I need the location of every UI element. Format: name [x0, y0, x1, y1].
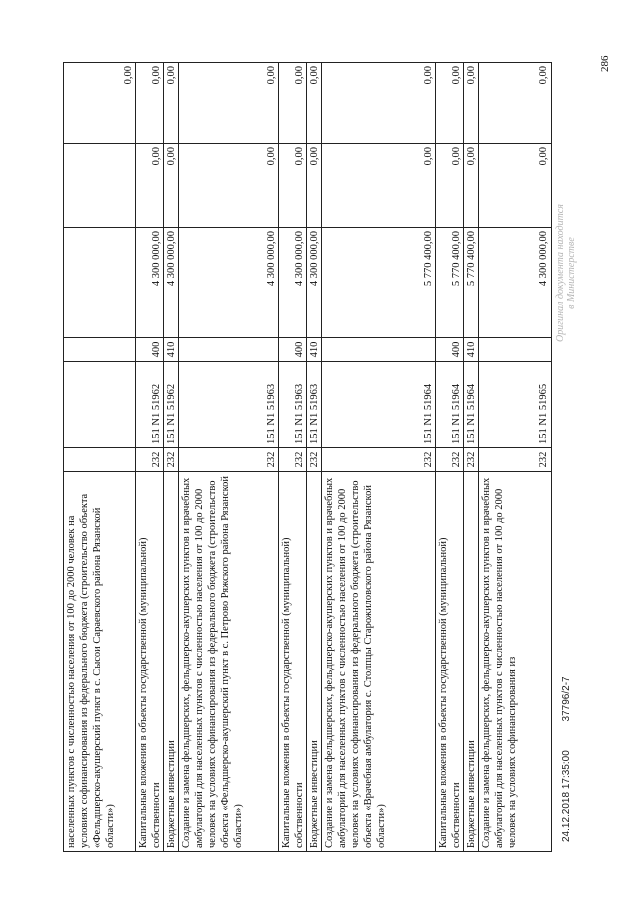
row-csr: 151 N1 51963	[307, 362, 322, 448]
row-name: Бюджетные инвестиции	[464, 472, 479, 852]
row-sum-1: 4 300 000,00	[164, 228, 179, 338]
row-name: Создание и замена фельдшерских, фельдшерско-акушерских пунктов и врачебных амбулаторий для населенных пунктов с численностью населения от 100 до 2000 человек на условиях софинансирования из федерального бюджета (строительство объекта «Фельдшерско-акушерский пункт в с. Петрово Ряжского района Рязанской области»)	[179, 472, 279, 852]
row-sum-1: 5 770 400,00	[436, 228, 464, 338]
row-vr: 410	[307, 338, 322, 362]
row-csr: 151 N1 51963	[279, 362, 307, 448]
row-vr	[64, 338, 136, 362]
row-csr: 151 N1 51964	[436, 362, 464, 448]
row-csr: 151 N1 51965	[479, 362, 551, 448]
row-sum-3: 0,00	[136, 62, 164, 144]
row-vr: 410	[164, 338, 179, 362]
row-sum-2: 0,00	[479, 144, 551, 228]
row-sum-3: 0,00	[464, 62, 479, 144]
row-code	[64, 448, 136, 472]
row-name: Создание и замена фельдшерских, фельдшерско-акушерских пунктов и врачебных амбулаторий для населенных пунктов с численностью населения от 100 до 2000 человек на условиях софинансирования из	[479, 472, 551, 852]
table-row	[321, 62, 436, 852]
row-vr: 400	[279, 338, 307, 362]
row-sum-1: 5 770 400,00	[464, 228, 479, 338]
row-sum-1: 4 300 000,00	[279, 228, 307, 338]
table-row	[435, 62, 464, 852]
row-name: Капитальные вложения в объекты государственной (муниципальной) собственности	[279, 472, 307, 852]
table-row	[306, 62, 322, 852]
table-row	[463, 62, 479, 852]
row-code: 232	[322, 448, 436, 472]
row-csr: 151 N1 51964	[322, 362, 436, 448]
row-vr	[479, 338, 551, 362]
row-sum-2	[64, 144, 136, 228]
row-code: 232	[136, 448, 164, 472]
row-vr	[322, 338, 436, 362]
row-code: 232	[164, 448, 179, 472]
row-name: Бюджетные инвестиции	[307, 472, 322, 852]
row-sum-3: 0,00	[479, 62, 551, 144]
row-sum-2: 0,00	[464, 144, 479, 228]
row-sum-2: 0,00	[164, 144, 179, 228]
row-name: Капитальные вложения в объекты государственной (муниципальной) собственности	[436, 472, 464, 852]
row-sum-1: 4 300 000,00	[179, 228, 279, 338]
row-csr	[64, 362, 136, 448]
row-vr: 400	[436, 338, 464, 362]
row-code: 232	[479, 448, 551, 472]
row-name: Капитальные вложения в объекты государственной (муниципальной) собственности	[136, 472, 164, 852]
row-sum-1: 4 300 000,00	[479, 228, 551, 338]
row-name: населенных пунктов с численностью населения от 100 до 2000 человек на условиях софинансирования из федерального бюджета (строительство объекта «Фельдшерско-акушерский пункт в с. Сысои Сараевского района Рязанской области»)	[64, 472, 136, 852]
footer	[561, 650, 572, 842]
row-sum-2: 0,00	[179, 144, 279, 228]
row-sum-2: 0,00	[279, 144, 307, 228]
table-row	[63, 62, 136, 852]
row-csr: 151 N1 51963	[179, 362, 279, 448]
row-sum-2: 0,00	[136, 144, 164, 228]
row-sum-2: 0,00	[322, 144, 436, 228]
row-code: 232	[436, 448, 464, 472]
table-row	[278, 62, 307, 852]
row-sum-3: 0,00	[164, 62, 179, 144]
table-row	[478, 62, 552, 852]
table-row	[163, 62, 179, 852]
row-vr: 400	[136, 338, 164, 362]
row-code: 232	[279, 448, 307, 472]
page-number: 286	[599, 55, 611, 72]
stamp-line-1: Оригинал документа находится	[555, 204, 566, 342]
row-sum-3: 0,00	[179, 62, 279, 144]
row-sum-3: 0,00	[307, 62, 322, 144]
row-name: Создание и замена фельдшерских, фельдшерско-акушерских пунктов и врачебных амбулаторий для населенных пунктов с численностью населения от 100 до 2000 человек на условиях софинансирования из федерального бюджета (строительство объекта «Врачебная амбулатория с. Столпцы Старожиловского района Рязанской области»)	[322, 472, 436, 852]
row-sum-3: 0,00	[322, 62, 436, 144]
row-sum-3: 0,00	[64, 62, 136, 144]
stamp-line-2: в Министерстве	[566, 237, 577, 309]
watermark-stamp	[555, 204, 577, 342]
budget-table	[63, 52, 553, 852]
row-code: 232	[307, 448, 322, 472]
row-code: 232	[464, 448, 479, 472]
table-row	[135, 62, 164, 852]
row-name: Бюджетные инвестиции	[164, 472, 179, 852]
row-csr: 151 N1 51964	[464, 362, 479, 448]
rotated-page	[55, 42, 585, 862]
row-sum-1: 5 770 400,00	[322, 228, 436, 338]
row-sum-1: 4 300 000,00	[136, 228, 164, 338]
row-sum-3: 0,00	[279, 62, 307, 144]
footer-timestamp: 24.12.2018 17:35:00	[561, 750, 572, 842]
row-sum-3: 0,00	[436, 62, 464, 144]
row-sum-1	[64, 228, 136, 338]
table-row	[178, 62, 279, 852]
row-code: 232	[179, 448, 279, 472]
row-csr: 151 N1 51962	[136, 362, 164, 448]
row-sum-1: 4 300 000,00	[307, 228, 322, 338]
row-csr: 151 N1 51962	[164, 362, 179, 448]
row-vr	[179, 338, 279, 362]
row-sum-2: 0,00	[436, 144, 464, 228]
footer-doc-id: 37796/2-7	[561, 676, 572, 722]
row-vr: 410	[464, 338, 479, 362]
row-sum-2: 0,00	[307, 144, 322, 228]
